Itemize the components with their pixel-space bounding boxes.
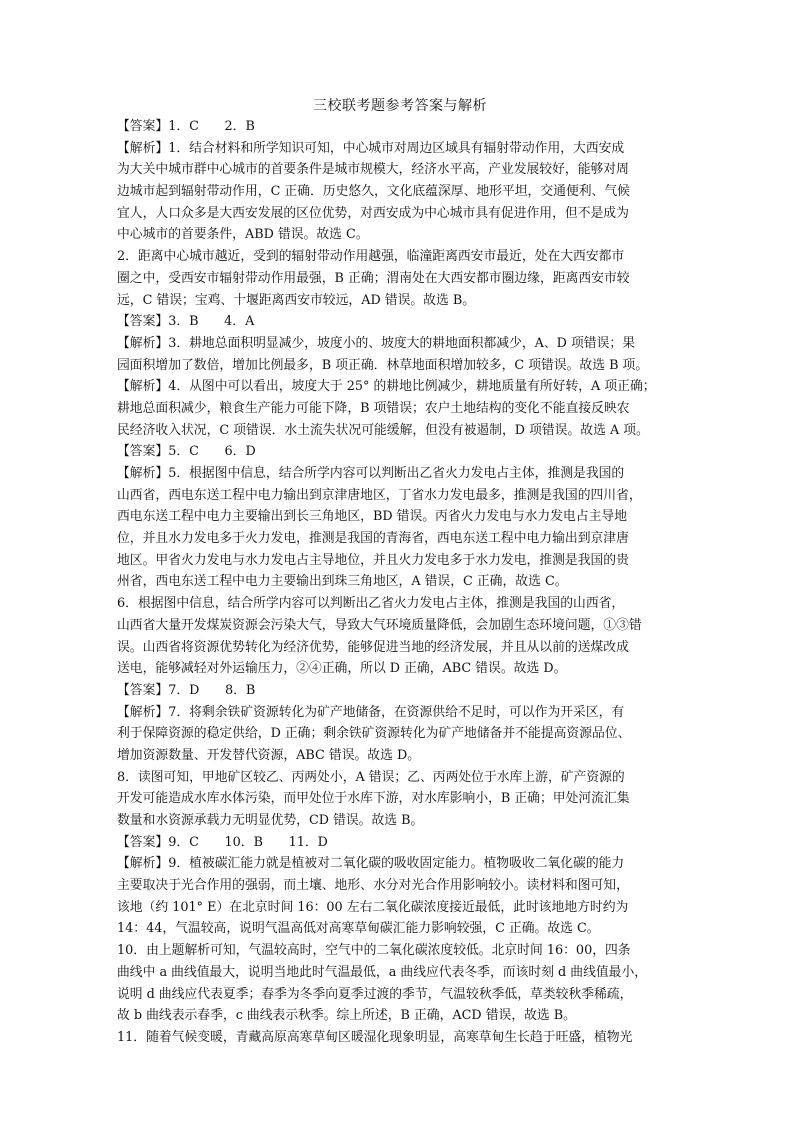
text-line: 园面积增加了数倍，增加比例最多，B 项正确．林草地面积增加较多，C 项错误。故选 B 项。 [117, 357, 649, 373]
text-line: 2．距离中心城市越近，受到的辐射带动作用越强，临潼距离西安市最近，处在大西安都市 [117, 249, 625, 265]
text-line: 耕地总面积减少，粮食生产能力可能下降，B 项错误；农户土地结构的变化不能直接反映农 [117, 400, 630, 416]
text-line: 【解析】5．根据图中信息，结合所学内容可以判断出乙省火力发电占主体，推测是我国的 [117, 466, 625, 481]
text-line: 【解析】7．将剩余铁矿资源转化为矿产地储备，在资源供给不足时，可以作为开采区，有 [117, 704, 625, 720]
text-line: 【答案】5．C 6．D [117, 444, 256, 460]
text-line: 送电，能够减轻对外运输压力，②④正确，所以 D 正确，ABC 错误。故选 D。 [117, 661, 567, 677]
text-line: 西电东送工程中电力主要输出到长三角地区，BD 错误。丙省火力发电与水力发电占主导地 [117, 509, 628, 525]
document-title: 三校联考题参考答案与解析 [313, 98, 487, 114]
text-line: 为大关中城市群中心城市的首要条件是城市规模大，经济水平高，产业发展较好，能够对周 [117, 162, 629, 178]
text-line: 【答案】9．C 10．B 11．D [117, 834, 328, 850]
document-body [117, 116, 683, 1049]
text-line: 利于保障资源的稳定供给，D 正确；剩余铁矿资源转化为矿产地储备并不能提高资源品位、 [117, 726, 631, 742]
text-line: 说明 d 曲线应代表夏季；春季为冬季向夏季过渡的季节，气温较秋季低，草类较秋季稀疏， [117, 986, 633, 1002]
text-line: 州省，西电东送工程中电力主要输出到珠三角地区，A 错误，C 正确，故选 C。 [117, 574, 568, 590]
text-line: 【解析】3．耕地总面积明显减少，坡度小的、坡度大的耕地面积都减少，A、D 项错误；果 [117, 335, 635, 351]
text-line: 【解析】1．结合材料和所学知识可知，中心城市对周边区域具有辐射带动作用，大西安成 [117, 140, 625, 156]
text-line: 主要取决于光合作用的强弱，而土壤、地形、水分对光合作用影响较小。读材料和图可知， [117, 878, 629, 894]
text-line: 增加资源数量、开发替代资源，ABC 错误。故选 D。 [117, 747, 421, 763]
text-line: 开发可能造成水库水体污染，而甲处位于水库下游，对水库影响小，B 正确；甲处河流汇集 [117, 791, 630, 807]
text-line: 【解析】9．植被碳汇能力就是植被对二氧化碳的吸收固定能力。植物吸收二氧化碳的能力 [117, 856, 625, 872]
text-line: 圈之中，受西安市辐射带动作用最强，B 正确；渭南处在大西安都市圈边缘，距离西安市较 [117, 270, 630, 286]
answer-document [117, 96, 683, 1049]
text-line: 民经济收入状况，C 项错误．水土流失状况可能缓解，但没有被遏制，D 项错误。故选 A 项。 [117, 422, 649, 438]
text-line: 【答案】3．B 4．A [117, 314, 255, 330]
text-line: 数量和水资源承载力无明显优势，CD 错误。故选 B。 [117, 813, 424, 828]
text-line: 【答案】7．D 8．B [117, 682, 256, 698]
text-line: 曲线中 a 曲线值最大，说明当地此时气温最低，a 曲线应代表冬季，而该时刻 d 曲线值最小， [117, 964, 648, 980]
text-line: 故 b 曲线表示春季，c 曲线表示秋季。综上所述，B 正确，ACD 错误，故选 B。 [117, 1008, 576, 1024]
text-line: 误。山西省将资源优势转化为经济优势，能够促进当地的经济发展，并且从以前的送煤改成 [117, 639, 629, 655]
text-line: 6．根据图中信息，结合所学内容可以判断出乙省火力发电占主体，推测是我国的山西省， [117, 596, 625, 612]
text-line: 11．随着气候变暖，青藏高原高寒草甸区暖湿化现象明显，高寒草甸生长趋于旺盛，植物光 [117, 1029, 633, 1045]
text-line: 中心城市的首要条件，ABD 错误。故选 C。 [117, 227, 369, 243]
text-line: 边城市起到辐射带动作用，C 正确．历史悠久，文化底蕴深厚、地形平坦，交通便利、气候 [117, 184, 630, 200]
text-line: 8．读图可知，甲地矿区较乙、丙两处小，A 错误；乙、丙两处位于水库上游，矿产资源的 [117, 769, 625, 785]
text-line: 山西省，西电东送工程中电力输出到京津唐地区，丁省水力发电最多，推测是我国的四川省， [117, 487, 642, 503]
text-line: 10．由上题解析可知，气温较高时，空气中的二氧化碳浓度较低。北京时间 16：00，四条 [117, 943, 631, 959]
text-line: 宜人，人口众多是大西安发展的区位优势，对西安成为中心城市具有促进作用，但不是成为 [117, 205, 629, 221]
text-line: 山西省大量开发煤炭资源会污染大气，导致大气环境质量降低，会加剧生态环境问题，①③错 [117, 617, 642, 633]
text-line: 【解析】4．从图中可以看出，坡度大于 25° 的耕地比例减少，耕地质量有所好转，A 项正确； [117, 379, 656, 395]
text-line: 【答案】1．C 2．B [117, 119, 255, 134]
text-line: 位，并且水力发电多于火力发电，推测是我国的青海省，西电东送工程中电力输出到京津唐 [117, 531, 629, 547]
text-line: 地区。甲省火力发电与水力发电占主导地位，并且火力发电多于水力发电，推测是我国的贵 [117, 552, 629, 568]
text-line: 该地（约 101° E）在北京时间 16：00 左右二氧化碳浓度接近最低，此时该地地方时约为 [117, 899, 629, 915]
text-line: 14：44，气温较高，说明气温高低对高寒草甸碳汇能力影响较强，C 正确。故选 C。 [117, 921, 600, 937]
text-line: 远，C 错误；宝鸡、十堰距离西安市较远，AD 错误。故选 B。 [117, 292, 476, 308]
